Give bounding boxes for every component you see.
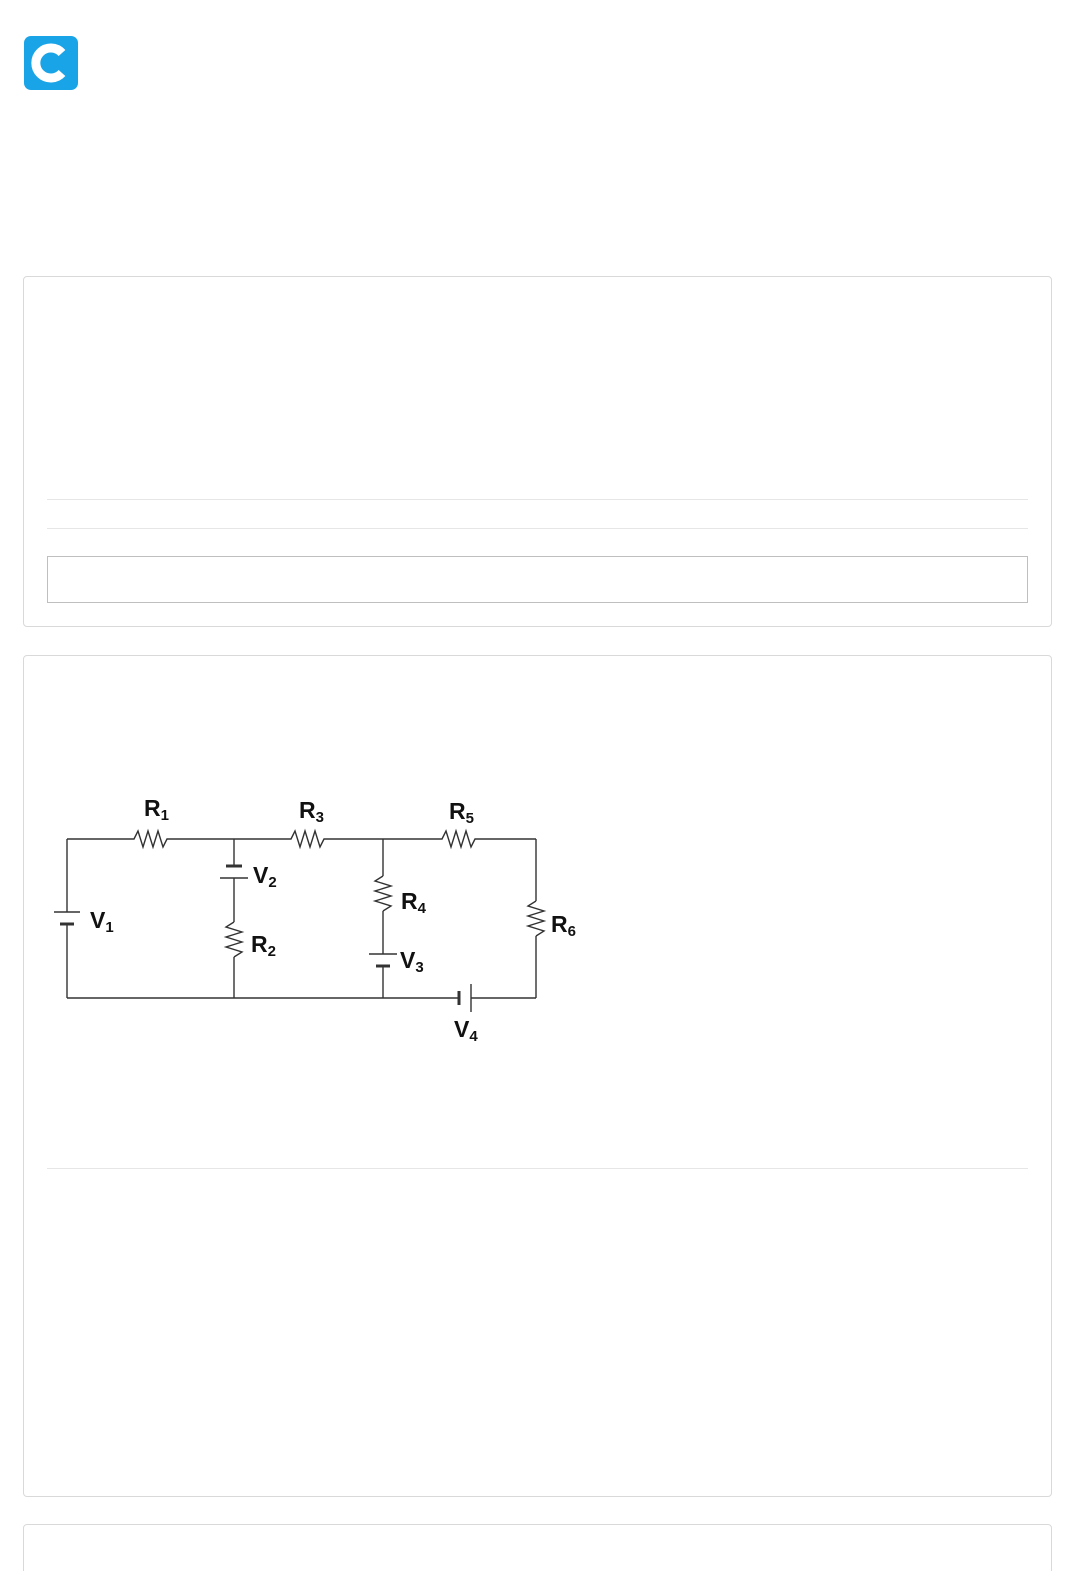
next-card <box>23 1524 1052 1571</box>
label-r5: R5 <box>449 798 474 827</box>
label-v1: V1 <box>90 907 114 936</box>
chegg-logo-icon[interactable] <box>24 36 78 90</box>
label-r4: R4 <box>401 888 426 917</box>
label-v3: V3 <box>400 947 424 976</box>
label-r1: R1 <box>144 795 169 824</box>
label-r2: R2 <box>251 931 276 960</box>
answer-input[interactable] <box>47 556 1028 603</box>
label-v2: V2 <box>253 862 277 891</box>
question-card <box>23 276 1052 627</box>
divider <box>47 528 1028 529</box>
circuit-diagram <box>54 786 594 1046</box>
divider <box>47 499 1028 500</box>
label-r3: R3 <box>299 797 324 826</box>
figure-card <box>23 655 1052 1497</box>
label-r6: R6 <box>551 911 576 940</box>
label-v4: V4 <box>454 1016 478 1045</box>
divider <box>47 1168 1028 1169</box>
